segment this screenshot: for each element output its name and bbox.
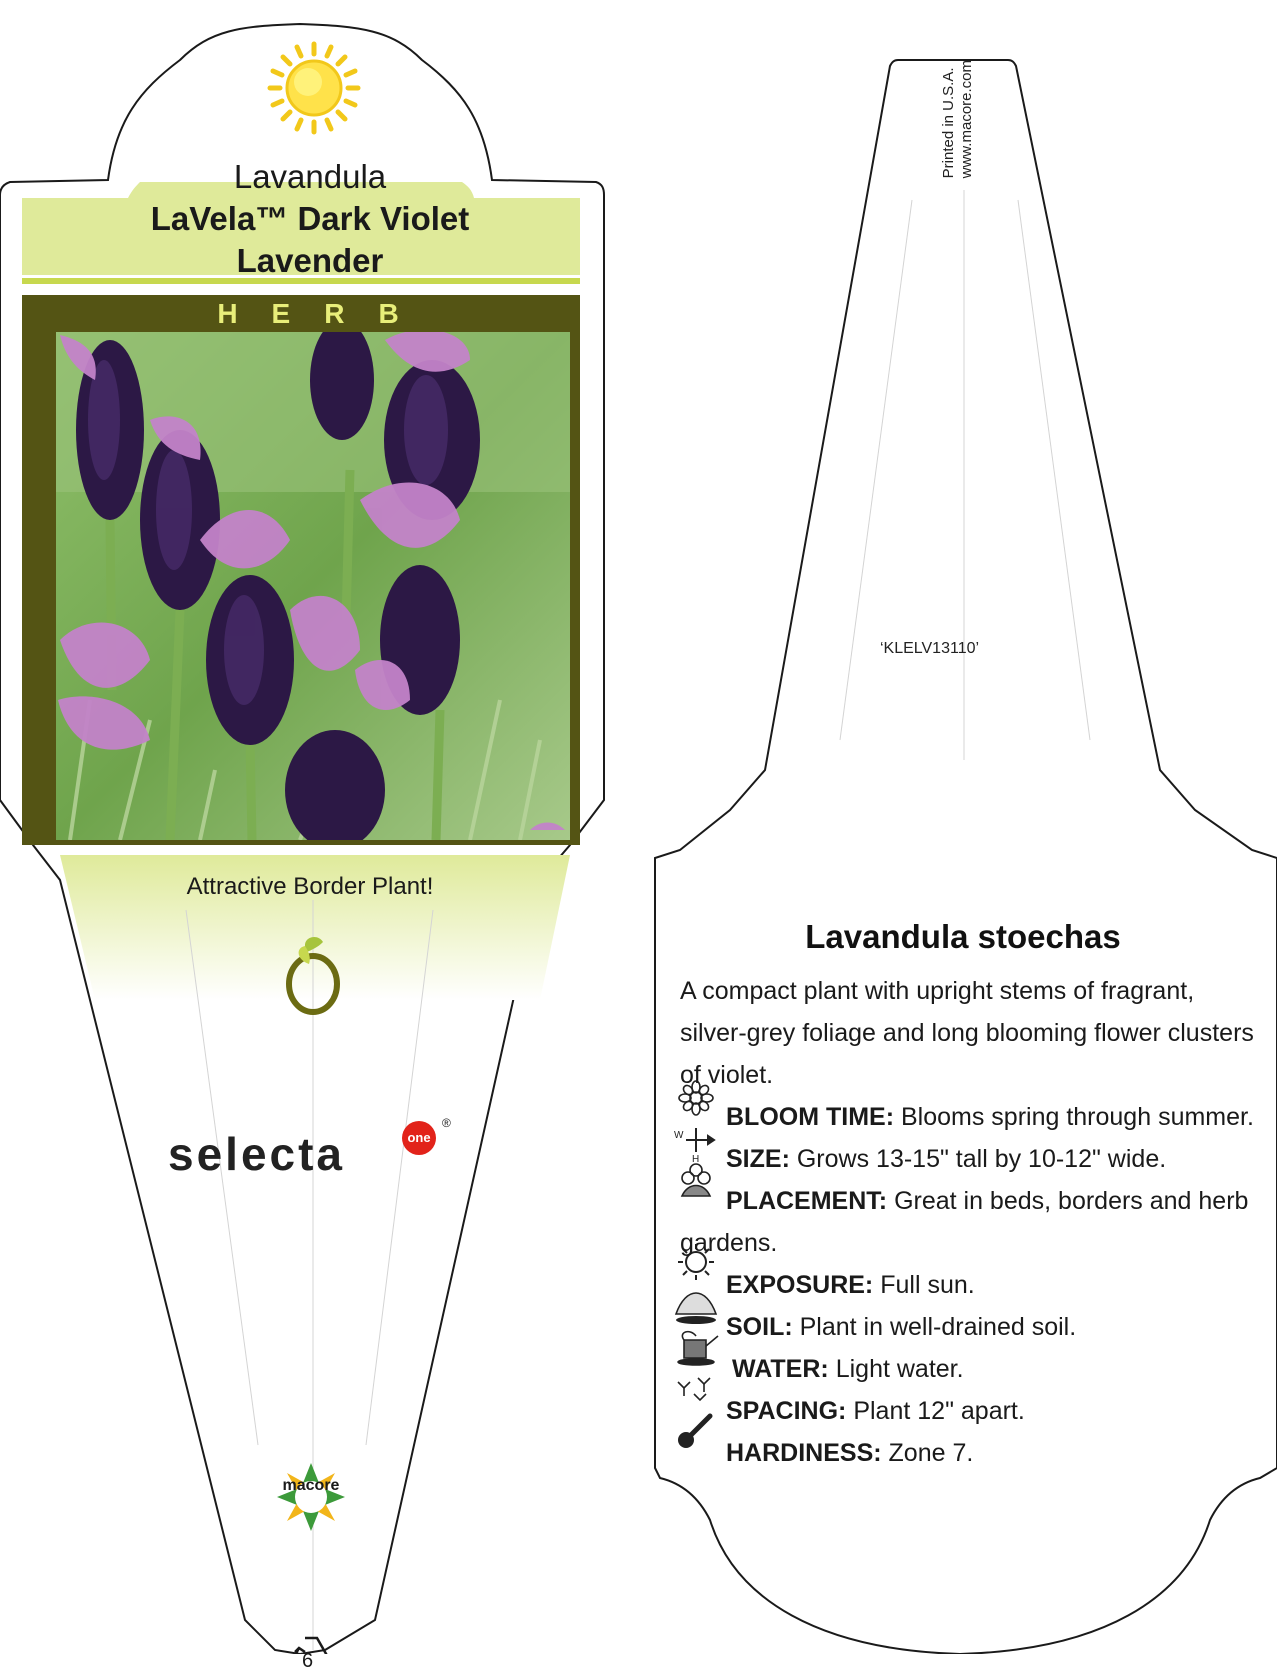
attribute-value: Blooms spring through summer. bbox=[900, 1103, 1254, 1131]
attribute-value: Full sun. bbox=[880, 1271, 975, 1299]
svg-text:H: H bbox=[692, 1154, 700, 1165]
printed-info bbox=[940, 60, 976, 178]
svg-text:W: W bbox=[674, 1130, 684, 1141]
attribute-label: BLOOM TIME: bbox=[726, 1103, 895, 1131]
variety-line-1: LaVela™ Dark Violet bbox=[150, 200, 470, 237]
plant-category: HERB bbox=[217, 298, 433, 329]
printed-line-1: Printed in U.S.A. bbox=[940, 67, 957, 179]
attribute-exposure bbox=[726, 1264, 1262, 1306]
registered-mark: ® bbox=[442, 1116, 451, 1130]
attribute-label: SIZE: bbox=[726, 1145, 790, 1173]
attribute-placement bbox=[680, 1180, 1262, 1264]
attribute-size bbox=[726, 1138, 1262, 1180]
variety-line-2: Lavender bbox=[236, 242, 384, 279]
brand-badge: one bbox=[402, 1121, 436, 1155]
printed-line-2: www.macore.com bbox=[958, 60, 975, 179]
attribute-value: Great in beds, borders and herb gardens. bbox=[680, 1187, 1249, 1257]
attribute-label: WATER: bbox=[732, 1355, 829, 1383]
attribute-spacing bbox=[726, 1390, 1262, 1432]
attribute-value: Grows 13-15" tall by 10-12" wide. bbox=[796, 1145, 1167, 1173]
printer-logo-text: macore bbox=[282, 1477, 340, 1494]
attribute-label: PLACEMENT: bbox=[726, 1187, 888, 1215]
plant-variety bbox=[0, 198, 620, 282]
attribute-label: EXPOSURE: bbox=[726, 1271, 874, 1299]
plant-genus: Lavandula bbox=[233, 158, 387, 195]
attribute-value: Plant 12" apart. bbox=[853, 1397, 1025, 1425]
cultivar-code: ‘KLELV13110’ bbox=[880, 640, 980, 657]
species-name: Lavandula stoechas bbox=[805, 918, 1121, 955]
attribute-bloom-time bbox=[726, 1096, 1262, 1138]
attribute-hardiness bbox=[726, 1432, 1262, 1474]
tagline: Attractive Border Plant! bbox=[186, 873, 434, 900]
attribute-label: SOIL: bbox=[726, 1313, 793, 1341]
attribute-soil bbox=[726, 1306, 1262, 1348]
attribute-value: Plant in well-drained soil. bbox=[799, 1313, 1077, 1341]
attribute-value: Light water. bbox=[835, 1355, 964, 1383]
description: A compact plant with upright stems of fragrant, silver-grey foliage and long blooming flower clusters of violet. bbox=[680, 977, 1254, 1089]
brand-name: selecta bbox=[168, 1128, 346, 1180]
attribute-label: SPACING: bbox=[726, 1397, 847, 1425]
lavender-photo bbox=[56, 320, 570, 850]
macore-star-logo bbox=[277, 1463, 345, 1531]
attribute-label: HARDINESS: bbox=[726, 1439, 882, 1467]
recycle-number: 6 bbox=[302, 1650, 314, 1672]
care-info bbox=[680, 970, 1262, 1474]
attribute-water bbox=[732, 1348, 1262, 1390]
attribute-value: Zone 7. bbox=[888, 1439, 974, 1467]
